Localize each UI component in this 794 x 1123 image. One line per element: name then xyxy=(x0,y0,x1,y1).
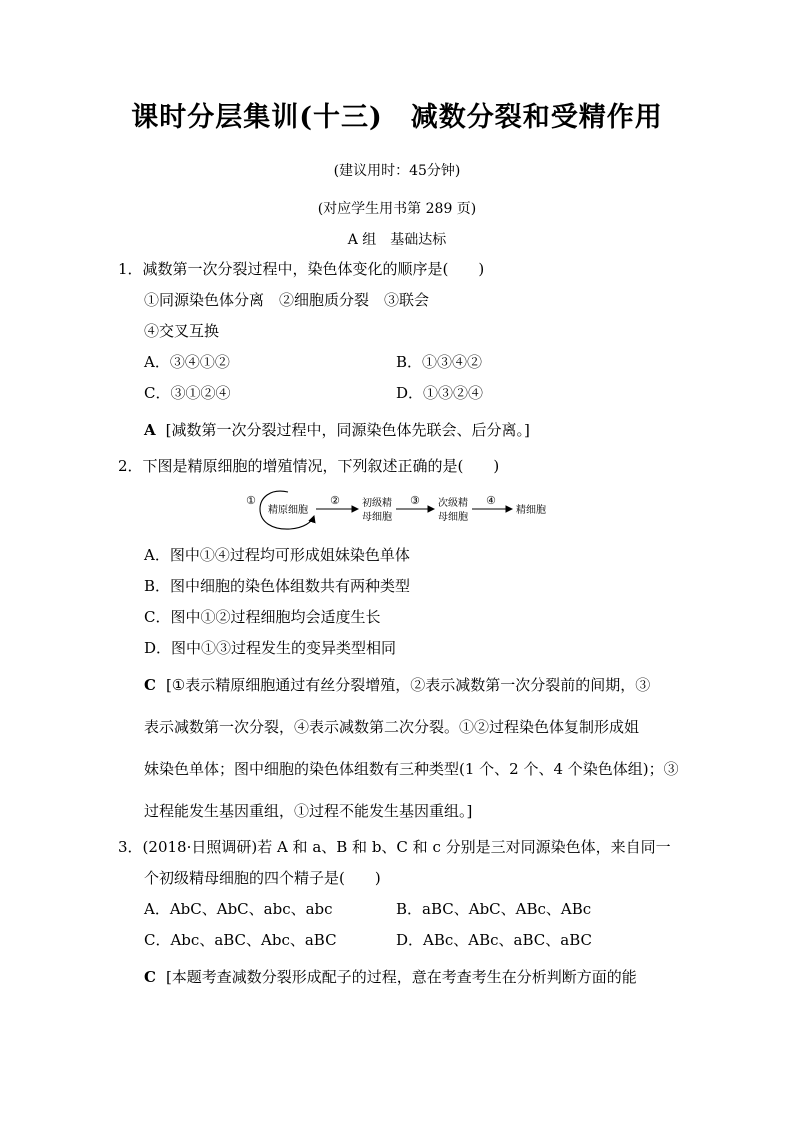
q1-explanation: [减数第一次分裂过程中，同源染色体先联会、后分离。] xyxy=(165,421,530,439)
step-1-label: ① xyxy=(246,494,256,507)
step-3-label: ③ xyxy=(410,494,420,507)
q3-option-a: A．AbC、AbC、abc、abc xyxy=(144,900,333,918)
cell-spermatogonium: 精原细胞 xyxy=(268,505,308,516)
q2-option-d: D．图中①③过程发生的变异类型相同 xyxy=(144,639,397,657)
q3-stem-line1: 3．(2018·日照调研)若 A 和 a、B 和 b、C 和 c 分别是三对同源染色体，来自同一 xyxy=(118,838,671,856)
step-2-label: ② xyxy=(330,494,340,507)
q3-option-c: C．Abc、aBC、Abc、aBC xyxy=(144,931,337,949)
cell-spermatid: 精细胞 xyxy=(516,505,546,516)
q1-option-a: A．③④①② xyxy=(144,353,230,371)
step-4-label: ④ xyxy=(486,494,496,507)
q3-explanation: [本题考查减数分裂形成配子的过程，意在考查考生在分析判断方面的能 xyxy=(165,968,637,986)
spermatogenesis-flow-diagram xyxy=(240,486,560,534)
cell-primary-spermatocyte-line1: 初级精 xyxy=(362,498,392,509)
group-heading: A 组 基础达标 xyxy=(347,232,447,248)
q3-option-d: D．ABc、ABc、aBC、aBC xyxy=(396,931,592,949)
q2-explanation-line3: 妹染色单体；图中细胞的染色体组数有三种类型(1 个、2 个、4 个染色体组)；③ xyxy=(144,760,679,778)
q1-option-b: B．①③④② xyxy=(396,353,483,371)
q1-stem: 1．减数第一次分裂过程中，染色体变化的顺序是( ) xyxy=(118,260,485,278)
q1-option-d: D．①③②④ xyxy=(396,384,484,402)
q2-option-c: C．图中①②过程细胞均会适度生长 xyxy=(144,608,381,626)
cell-secondary-spermatocyte-line2: 母细胞 xyxy=(438,512,468,523)
q2-option-b: B．图中细胞的染色体组数共有两种类型 xyxy=(144,577,411,595)
q1-answer: A xyxy=(144,421,156,439)
q3-stem-line2: 个初级精母细胞的四个精子是( ) xyxy=(144,869,381,887)
q2-explanation-line4: 过程能发生基因重组，①过程不能发生基因重组。] xyxy=(144,802,473,820)
cell-primary-spermatocyte-line2: 母细胞 xyxy=(362,512,392,523)
q2-option-a: A．图中①④过程均可形成姐妹染色单体 xyxy=(144,546,410,564)
q3-answer: C xyxy=(144,968,156,986)
q2-explanation-line1: [①表示精原细胞通过有丝分裂增殖，②表示减数第一次分裂前的间期，③ xyxy=(165,676,651,694)
q3-option-b: B．aBC、AbC、ABc、ABc xyxy=(396,900,592,918)
cell-secondary-spermatocyte-line1: 次级精 xyxy=(438,498,468,509)
time-note: (建议用时：45分钟) xyxy=(333,163,461,179)
q2-stem: 2．下图是精原细胞的增殖情况，下列叙述正确的是( ) xyxy=(118,457,500,475)
page-title: 课时分层集训(十三) 减数分裂和受精作用 xyxy=(131,102,663,133)
q1-items-line2: ④交叉互换 xyxy=(144,322,220,340)
q2-explanation-line2: 表示减数第一次分裂，④表示减数第二次分裂。①②过程染色体复制形成姐 xyxy=(144,718,640,736)
book-reference: (对应学生用书第 289 页) xyxy=(317,201,477,217)
q2-answer-block xyxy=(144,674,650,695)
q3-answer-block xyxy=(144,966,637,987)
q1-option-c: C．③①②④ xyxy=(144,384,231,402)
q1-answer-block xyxy=(144,419,530,440)
q1-items-line1: ①同源染色体分离 ②细胞质分裂 ③联会 xyxy=(144,291,430,309)
q2-answer: C xyxy=(144,676,156,694)
